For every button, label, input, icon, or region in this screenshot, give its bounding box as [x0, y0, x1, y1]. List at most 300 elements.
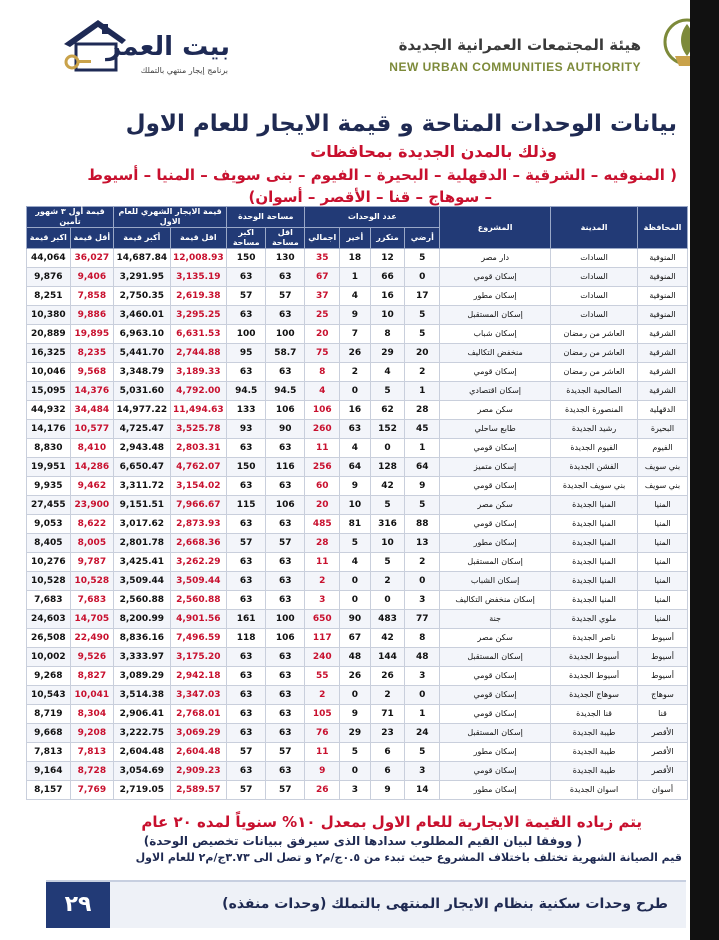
- table-cell: 5,441.70: [114, 344, 171, 363]
- table-cell: إسكان مطور: [440, 534, 551, 553]
- table-cell: إسكان متميز: [440, 458, 551, 477]
- table-cell: 0: [405, 268, 440, 287]
- table-cell: 7,813: [27, 743, 71, 762]
- table-cell: 20: [405, 344, 440, 363]
- table-cell: دار مصر: [440, 249, 551, 268]
- table-cell: 5: [370, 382, 405, 401]
- table-row: [27, 648, 688, 667]
- header-dep-min: أقل قيمة: [70, 228, 113, 249]
- table-cell: 9,462: [70, 477, 113, 496]
- table-cell: 8: [305, 363, 340, 382]
- table-cell: 67: [305, 268, 340, 287]
- table-row: [27, 553, 688, 572]
- table-cell: بني سويف الجديدة: [551, 477, 638, 496]
- table-cell: 63: [266, 591, 305, 610]
- table-row: [27, 686, 688, 705]
- table-cell: إسكان اقتصادي: [440, 382, 551, 401]
- table-cell: 63: [266, 686, 305, 705]
- table-cell: 4,725.47: [114, 420, 171, 439]
- table-cell: ملوي الجديدة: [551, 610, 638, 629]
- table-cell: 15,095: [27, 382, 71, 401]
- table-cell: 5: [370, 553, 405, 572]
- table-cell: 5: [405, 249, 440, 268]
- table-row: [27, 667, 688, 686]
- table-cell: 48: [405, 648, 440, 667]
- table-cell: 26: [370, 667, 405, 686]
- table-cell: أسوان: [638, 781, 688, 800]
- table-cell: 9,526: [70, 648, 113, 667]
- table-cell: 64: [405, 458, 440, 477]
- table-cell: 2,803.31: [170, 439, 227, 458]
- beit-el-omr-logo: [58, 14, 238, 76]
- table-cell: 3,135.19: [170, 268, 227, 287]
- table-row: [27, 363, 688, 382]
- table-cell: 10,041: [70, 686, 113, 705]
- table-cell: 24,603: [27, 610, 71, 629]
- table-cell: 2,560.88: [114, 591, 171, 610]
- table-cell: الأقصر: [638, 762, 688, 781]
- table-cell: 13: [405, 534, 440, 553]
- table-cell: 63: [227, 705, 266, 724]
- table-cell: 9,164: [27, 762, 71, 781]
- table-cell: 2,750.35: [114, 287, 171, 306]
- units-table-container: [26, 206, 688, 808]
- table-cell: 27,455: [27, 496, 71, 515]
- table-cell: المنيا الجديدة: [551, 515, 638, 534]
- table-cell: 16: [340, 401, 370, 420]
- table-cell: 14,977.22: [114, 401, 171, 420]
- table-cell: 93: [227, 420, 266, 439]
- table-cell: 10,276: [27, 553, 71, 572]
- table-cell: منخفض التكاليف: [440, 344, 551, 363]
- table-cell: الأقصر: [638, 724, 688, 743]
- table-cell: 3,222.75: [114, 724, 171, 743]
- table-cell: 63: [227, 686, 266, 705]
- table-cell: 0: [340, 686, 370, 705]
- table-cell: 4,901.56: [170, 610, 227, 629]
- table-cell: 8,005: [70, 534, 113, 553]
- table-cell: 3,175.20: [170, 648, 227, 667]
- table-cell: 7,813: [70, 743, 113, 762]
- table-cell: 3,425.41: [114, 553, 171, 572]
- table-cell: الشرقية: [638, 344, 688, 363]
- table-cell: 3,262.29: [170, 553, 227, 572]
- table-cell: 5: [340, 743, 370, 762]
- table-cell: 5: [405, 743, 440, 762]
- table-cell: 8,719: [27, 705, 71, 724]
- table-cell: 63: [266, 439, 305, 458]
- table-cell: 3,311.72: [114, 477, 171, 496]
- header-rent-max: أكبر قيمة: [114, 228, 171, 249]
- table-row: [27, 496, 688, 515]
- table-row: [27, 781, 688, 800]
- table-cell: 63: [266, 572, 305, 591]
- table-cell: أسيوط: [638, 667, 688, 686]
- table-cell: 63: [340, 420, 370, 439]
- table-row: [27, 439, 688, 458]
- table-cell: المنيا: [638, 591, 688, 610]
- table-cell: 2,668.36: [170, 534, 227, 553]
- table-cell: 29: [370, 344, 405, 363]
- table-row: [27, 724, 688, 743]
- table-cell: 2,942.18: [170, 667, 227, 686]
- table-cell: 150: [227, 458, 266, 477]
- table-cell: 2,560.88: [170, 591, 227, 610]
- table-cell: 22,490: [70, 629, 113, 648]
- table-cell: 25: [305, 306, 340, 325]
- table-cell: 10,380: [27, 306, 71, 325]
- table-cell: المنيا الجديدة: [551, 591, 638, 610]
- table-cell: 9,053: [27, 515, 71, 534]
- header-deposit: قيمة أول ٣ شهور تأمين: [27, 207, 114, 228]
- table-cell: 63: [227, 648, 266, 667]
- table-cell: 240: [305, 648, 340, 667]
- table-cell: 4,792.00: [170, 382, 227, 401]
- table-cell: إسكان قومي: [440, 477, 551, 496]
- table-cell: إسكان المستقبل: [440, 648, 551, 667]
- table-cell: 57: [227, 287, 266, 306]
- table-cell: 28: [405, 401, 440, 420]
- table-cell: 105: [305, 705, 340, 724]
- table-cell: 63: [266, 477, 305, 496]
- table-cell: 2,873.93: [170, 515, 227, 534]
- table-cell: 9,876: [27, 268, 71, 287]
- table-cell: 2,619.38: [170, 287, 227, 306]
- table-cell: ناصر الجديدة: [551, 629, 638, 648]
- table-cell: 14,687.84: [114, 249, 171, 268]
- table-cell: 2,906.41: [114, 705, 171, 724]
- table-row: [27, 705, 688, 724]
- table-cell: 63: [227, 306, 266, 325]
- table-cell: 0: [340, 572, 370, 591]
- table-cell: 57: [227, 781, 266, 800]
- table-cell: 9,568: [70, 363, 113, 382]
- table-cell: 5: [405, 496, 440, 515]
- table-cell: 63: [266, 515, 305, 534]
- table-cell: 63: [266, 268, 305, 287]
- table-cell: إسكان قومي: [440, 686, 551, 705]
- table-cell: 8,200.99: [114, 610, 171, 629]
- table-cell: 100: [266, 325, 305, 344]
- table-row: [27, 591, 688, 610]
- table-cell: المنوفية: [638, 249, 688, 268]
- table-cell: 133: [227, 401, 266, 420]
- table-cell: المنيا الجديدة: [551, 496, 638, 515]
- table-cell: 64: [340, 458, 370, 477]
- table-cell: 8,157: [27, 781, 71, 800]
- table-cell: 94.5: [227, 382, 266, 401]
- table-cell: 7,496.59: [170, 629, 227, 648]
- footnote-payment-schedule: ( ووفقا لبيان القيم المطلوب سدادها الذى سيرفق ببيانات تخصيص الوحدة): [143, 834, 582, 848]
- header-area-min: اقل مساحة: [266, 228, 305, 249]
- table-cell: 5,031.60: [114, 382, 171, 401]
- table-cell: 63: [266, 553, 305, 572]
- table-row: [27, 306, 688, 325]
- table-cell: 81: [340, 515, 370, 534]
- table-cell: 2,801.78: [114, 534, 171, 553]
- table-cell: 26: [340, 344, 370, 363]
- table-cell: إسكان مطور: [440, 743, 551, 762]
- table-cell: 2,589.57: [170, 781, 227, 800]
- table-cell: 0: [370, 439, 405, 458]
- table-cell: 16,325: [27, 344, 71, 363]
- table-row: [27, 629, 688, 648]
- table-cell: إسكان قومي: [440, 762, 551, 781]
- table-cell: المنيا: [638, 534, 688, 553]
- table-cell: 3: [405, 762, 440, 781]
- table-cell: طيبة الجديدة: [551, 762, 638, 781]
- table-cell: المنصورة الجديدة: [551, 401, 638, 420]
- table-cell: 3: [405, 667, 440, 686]
- table-cell: 650: [305, 610, 340, 629]
- table-cell: 316: [370, 515, 405, 534]
- table-row: [27, 458, 688, 477]
- table-cell: 9: [405, 477, 440, 496]
- table-cell: 6,963.10: [114, 325, 171, 344]
- governorates-line-1: ( المنوفيه – الشرقية – الدقهلية – البحيرة – الفيوم – بنى سويف – المنيا – أسيوط: [87, 166, 677, 184]
- table-cell: 55: [305, 667, 340, 686]
- table-cell: 26: [340, 667, 370, 686]
- table-cell: 2: [305, 686, 340, 705]
- table-row: [27, 477, 688, 496]
- table-cell: 75: [305, 344, 340, 363]
- table-cell: 130: [266, 249, 305, 268]
- table-cell: 1: [405, 439, 440, 458]
- table-cell: 10: [340, 496, 370, 515]
- table-cell: 76: [305, 724, 340, 743]
- table-cell: 3,509.44: [170, 572, 227, 591]
- authority-name-en: NEW URBAN COMMUNITIES AUTHORITY: [389, 60, 641, 74]
- table-cell: 19,951: [27, 458, 71, 477]
- table-cell: 8,827: [70, 667, 113, 686]
- table-cell: 8,405: [27, 534, 71, 553]
- table-cell: 8,830: [27, 439, 71, 458]
- table-cell: 2,909.23: [170, 762, 227, 781]
- footnote-maintenance: قيم الصيانة الشهرية تختلف باختلاف المشروع حيث تبدء من ٠.٥ج/م٢ و تصل الى ٣.٧٣ج/م٢ للعام الاول: [135, 851, 682, 864]
- table-cell: قنا: [638, 705, 688, 724]
- table-cell: إسكان قومي: [440, 268, 551, 287]
- table-cell: 14,286: [70, 458, 113, 477]
- table-cell: 29: [340, 724, 370, 743]
- page-number: ٢٩: [46, 882, 110, 928]
- table-cell: 63: [266, 667, 305, 686]
- table-cell: السادات: [551, 249, 638, 268]
- table-cell: العاشر من رمضان: [551, 344, 638, 363]
- table-cell: 118: [227, 629, 266, 648]
- table-cell: الفشن الجديدة: [551, 458, 638, 477]
- table-cell: 2,943.48: [114, 439, 171, 458]
- table-cell: 1: [340, 268, 370, 287]
- table-cell: 0: [340, 382, 370, 401]
- table-cell: 8,622: [70, 515, 113, 534]
- header-ground: أرضي: [405, 228, 440, 249]
- page-title: بيانات الوحدات المتاحة و قيمة الايجار للعام الاول: [125, 111, 677, 137]
- table-row: [27, 287, 688, 306]
- table-cell: 115: [227, 496, 266, 515]
- table-cell: إسكان قومي: [440, 515, 551, 534]
- table-cell: 3,017.62: [114, 515, 171, 534]
- table-cell: الشرقية: [638, 382, 688, 401]
- table-cell: 7,683: [70, 591, 113, 610]
- table-cell: الشرقية: [638, 325, 688, 344]
- table-cell: 9,208: [70, 724, 113, 743]
- table-cell: 57: [227, 743, 266, 762]
- table-cell: 14,176: [27, 420, 71, 439]
- table-cell: 63: [266, 705, 305, 724]
- table-cell: طيبة الجديدة: [551, 743, 638, 762]
- table-cell: إسكان المستقبل: [440, 553, 551, 572]
- table-cell: السادات: [551, 268, 638, 287]
- table-cell: 6: [370, 743, 405, 762]
- table-cell: 63: [227, 591, 266, 610]
- table-cell: جنة: [440, 610, 551, 629]
- table-cell: 100: [266, 610, 305, 629]
- table-cell: 9,668: [27, 724, 71, 743]
- table-cell: 3,525.78: [170, 420, 227, 439]
- table-cell: 42: [370, 477, 405, 496]
- table-cell: 44,064: [27, 249, 71, 268]
- table-row: [27, 249, 688, 268]
- table-cell: قنا الجديدة: [551, 705, 638, 724]
- table-cell: 7,769: [70, 781, 113, 800]
- table-cell: 3,348.79: [114, 363, 171, 382]
- table-cell: 77: [405, 610, 440, 629]
- table-cell: 14,705: [70, 610, 113, 629]
- table-cell: 71: [370, 705, 405, 724]
- table-cell: 62: [370, 401, 405, 420]
- header-area: مساحة الوحدة: [227, 207, 305, 228]
- table-cell: 63: [227, 515, 266, 534]
- table-cell: المنيا: [638, 553, 688, 572]
- table-cell: 42: [370, 629, 405, 648]
- footnote-rent-increase: يتم زياده القيمة الايجارية للعام الاول بمعدل ١٠% سنوياً لمده ٢٠ عام: [141, 813, 642, 831]
- table-cell: 2,768.01: [170, 705, 227, 724]
- table-cell: 63: [227, 553, 266, 572]
- table-cell: 63: [227, 363, 266, 382]
- table-cell: 10,577: [70, 420, 113, 439]
- table-cell: 63: [266, 762, 305, 781]
- table-cell: البحيرة: [638, 420, 688, 439]
- table-cell: إسكان المستقبل: [440, 724, 551, 743]
- table-cell: 0: [405, 686, 440, 705]
- table-cell: 44,932: [27, 401, 71, 420]
- table-cell: سكن مصر: [440, 401, 551, 420]
- table-cell: 3,154.02: [170, 477, 227, 496]
- table-cell: 24: [405, 724, 440, 743]
- table-cell: 63: [266, 363, 305, 382]
- title-block: [52, 108, 677, 208]
- table-cell: 2,744.88: [170, 344, 227, 363]
- table-cell: الدقهلية: [638, 401, 688, 420]
- table-cell: 23: [370, 724, 405, 743]
- table-cell: 0: [405, 572, 440, 591]
- table-cell: السادات: [551, 287, 638, 306]
- table-cell: أسيوط الجديدة: [551, 667, 638, 686]
- table-cell: 3,333.97: [114, 648, 171, 667]
- table-cell: الشرقية: [638, 363, 688, 382]
- table-row: [27, 515, 688, 534]
- table-cell: 26,508: [27, 629, 71, 648]
- units-table: [26, 206, 688, 800]
- table-cell: 63: [227, 762, 266, 781]
- table-cell: 483: [370, 610, 405, 629]
- table-cell: 3,347.03: [170, 686, 227, 705]
- table-cell: المنيا: [638, 496, 688, 515]
- table-cell: 11: [305, 439, 340, 458]
- table-cell: 63: [227, 572, 266, 591]
- table-cell: 63: [266, 306, 305, 325]
- table-cell: 16: [370, 287, 405, 306]
- table-cell: سكن مصر: [440, 629, 551, 648]
- table-cell: إسكان المستقبل: [440, 306, 551, 325]
- table-cell: 117: [305, 629, 340, 648]
- table-cell: إسكان قومي: [440, 705, 551, 724]
- table-cell: 48: [340, 648, 370, 667]
- table-cell: 3,054.69: [114, 762, 171, 781]
- table-cell: 88: [405, 515, 440, 534]
- table-cell: 57: [266, 534, 305, 553]
- table-cell: 63: [266, 648, 305, 667]
- table-cell: 20: [305, 325, 340, 344]
- table-cell: العاشر من رمضان: [551, 363, 638, 382]
- table-cell: 1: [405, 382, 440, 401]
- table-cell: 45: [405, 420, 440, 439]
- table-cell: 63: [227, 667, 266, 686]
- table-cell: 106: [266, 401, 305, 420]
- table-cell: 10,528: [70, 572, 113, 591]
- table-cell: 3: [340, 781, 370, 800]
- table-cell: السادات: [551, 306, 638, 325]
- table-cell: الفيوم: [638, 439, 688, 458]
- table-cell: 2,604.48: [114, 743, 171, 762]
- table-cell: 28: [305, 534, 340, 553]
- header-area-max: اكبر مساحة: [227, 228, 266, 249]
- table-cell: 8: [405, 629, 440, 648]
- table-cell: 3: [305, 591, 340, 610]
- table-cell: 9,406: [70, 268, 113, 287]
- table-cell: 5: [370, 496, 405, 515]
- table-cell: 2: [370, 686, 405, 705]
- table-cell: 90: [340, 610, 370, 629]
- table-cell: 5: [405, 306, 440, 325]
- table-cell: 0: [370, 591, 405, 610]
- table-cell: 26: [305, 781, 340, 800]
- table-cell: 256: [305, 458, 340, 477]
- table-cell: 60: [305, 477, 340, 496]
- table-cell: 36,027: [70, 249, 113, 268]
- table-cell: 37: [305, 287, 340, 306]
- table-cell: 3: [405, 591, 440, 610]
- table-cell: 10: [370, 534, 405, 553]
- table-cell: 9: [340, 306, 370, 325]
- table-cell: اسوان الجديدة: [551, 781, 638, 800]
- header-last: أخير: [340, 228, 370, 249]
- table-cell: المنوفية: [638, 306, 688, 325]
- table-cell: 12,008.93: [170, 249, 227, 268]
- table-cell: 3,514.38: [114, 686, 171, 705]
- table-row: [27, 743, 688, 762]
- table-cell: 67: [340, 629, 370, 648]
- table-cell: 9,886: [70, 306, 113, 325]
- table-cell: 8,251: [27, 287, 71, 306]
- table-row: [27, 610, 688, 629]
- table-cell: 3,509.44: [114, 572, 171, 591]
- table-cell: 2: [405, 553, 440, 572]
- header-repeated: متكرر: [370, 228, 405, 249]
- table-cell: 8,304: [70, 705, 113, 724]
- table-cell: 4: [370, 363, 405, 382]
- table-cell: الأقصر: [638, 743, 688, 762]
